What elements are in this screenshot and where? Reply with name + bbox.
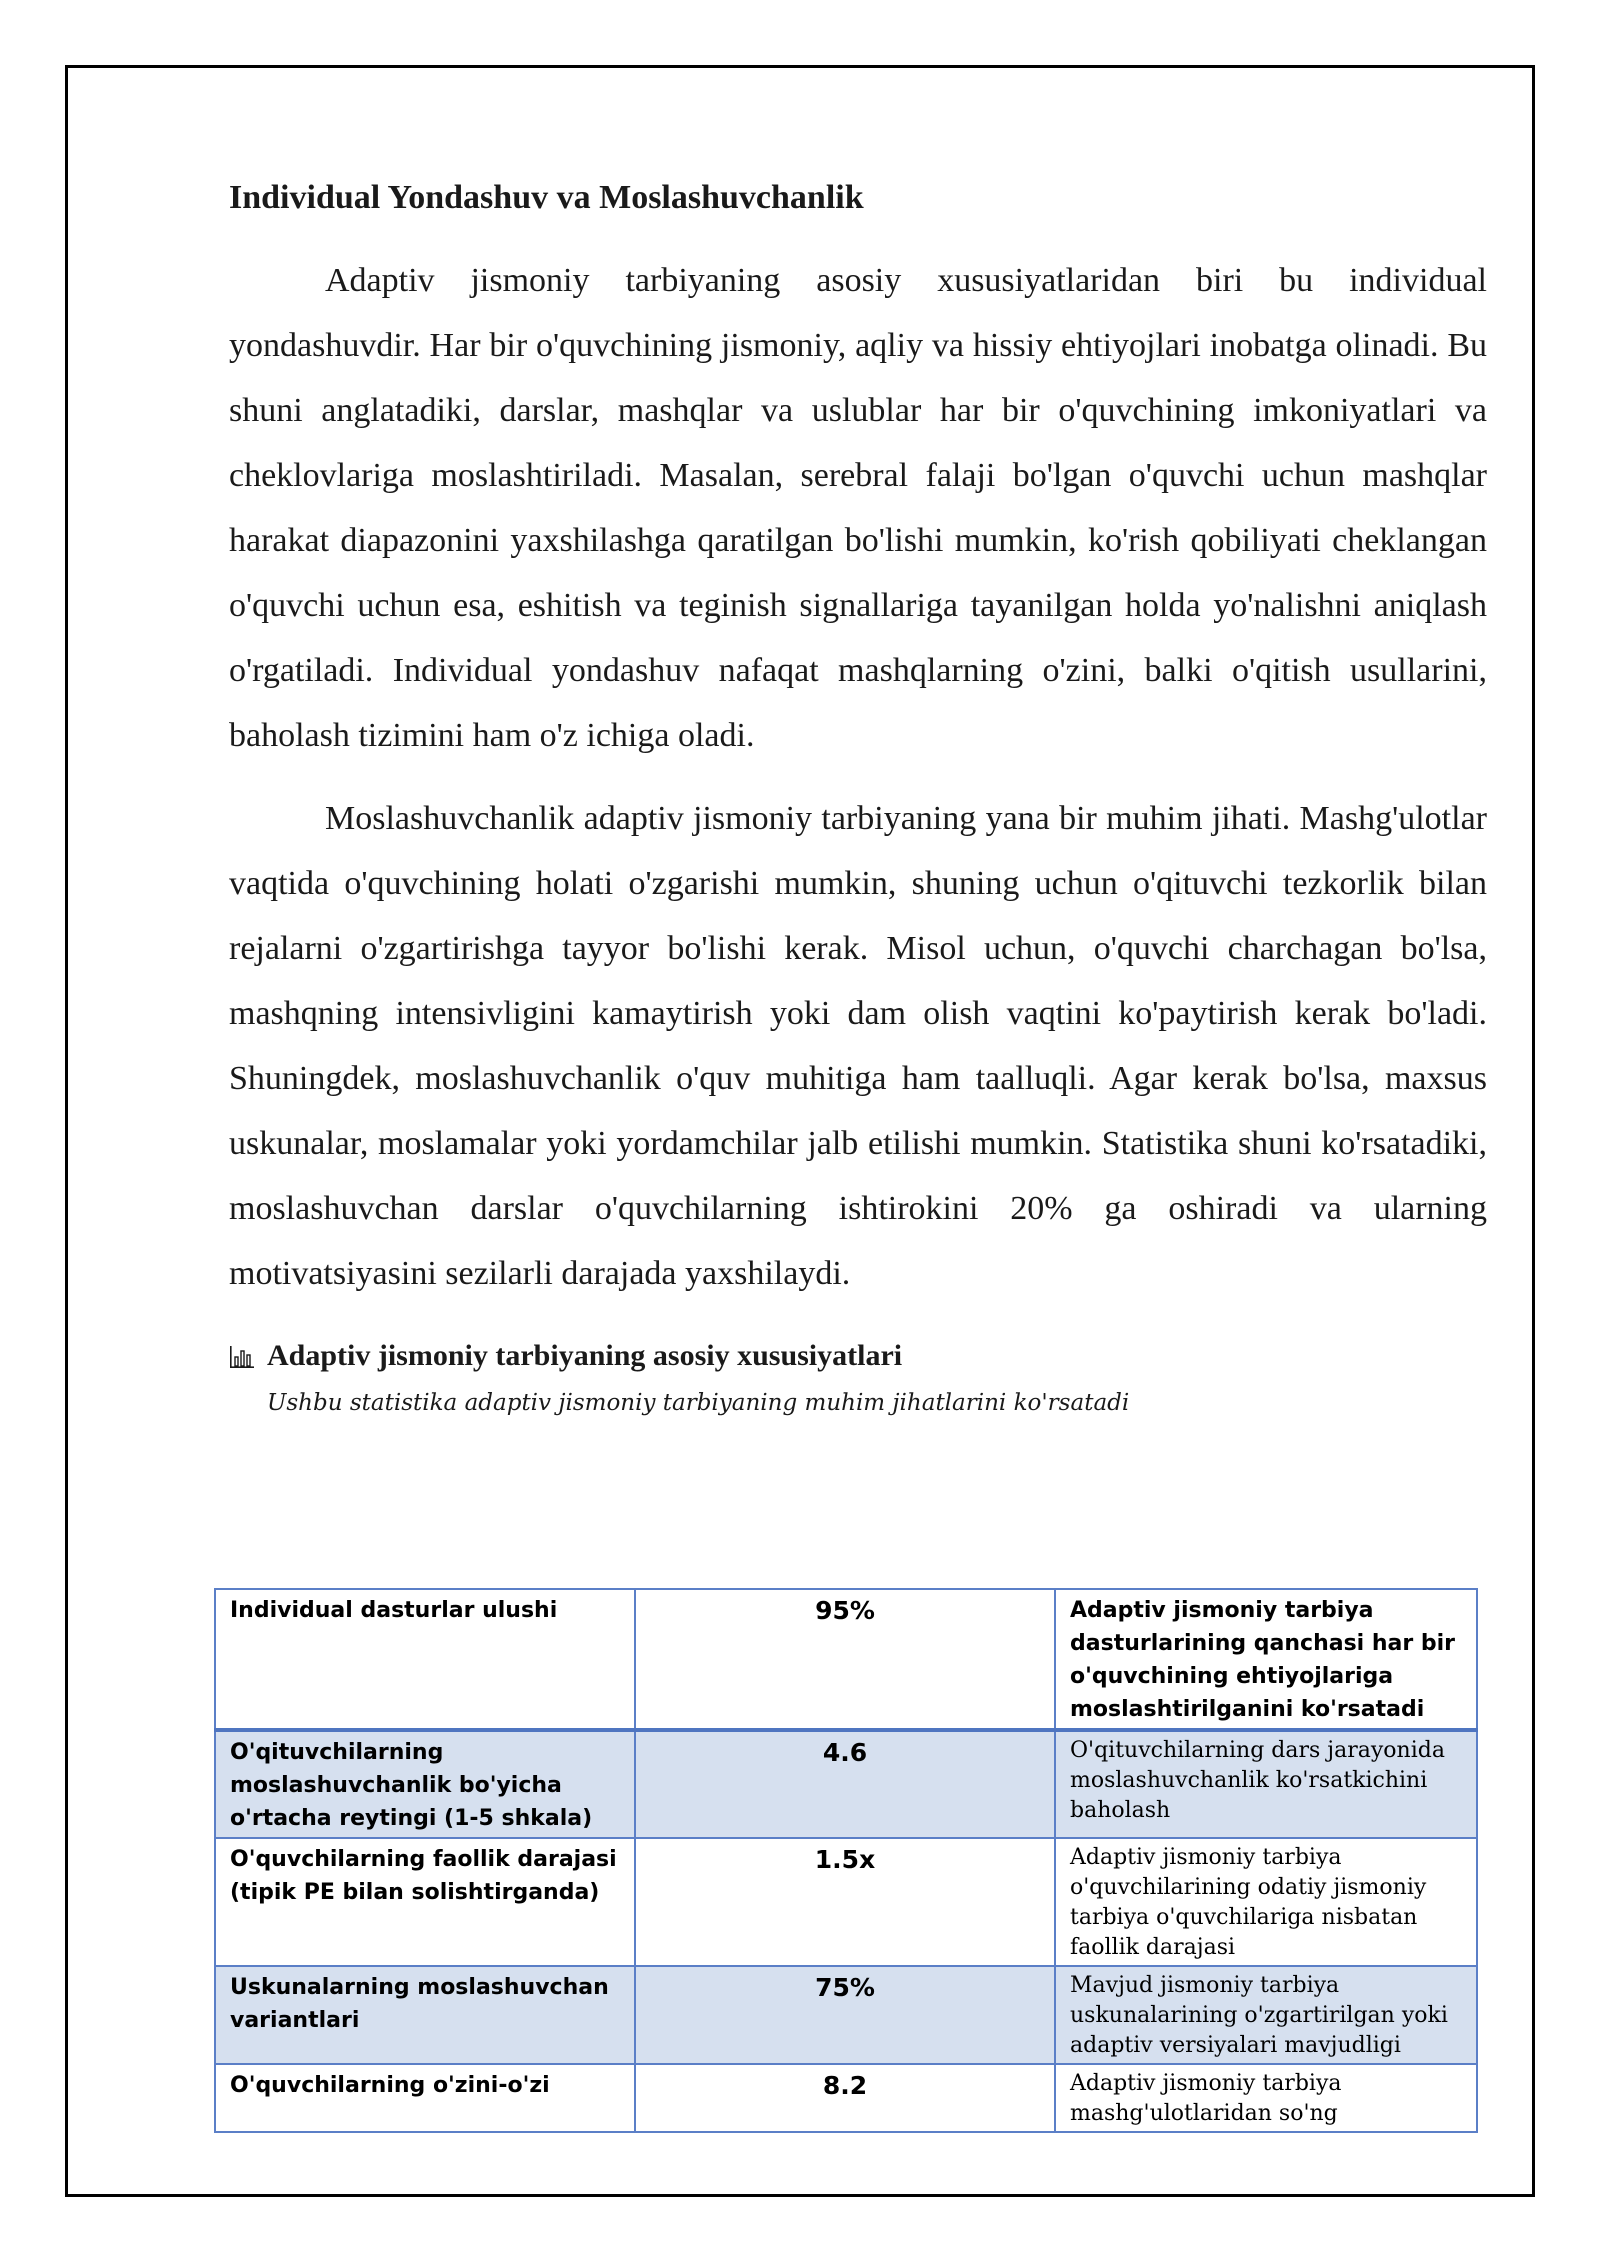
row-value: 75% <box>635 1966 1055 2064</box>
section-heading: Individual Yondashuv va Moslashuvchanlik <box>229 179 864 216</box>
row-value: 1.5x <box>635 1838 1055 1966</box>
row-value: 4.6 <box>635 1730 1055 1838</box>
row-label: Individual dasturlar ulushi <box>215 1589 635 1730</box>
row-description: Adaptiv jismoniy tarbiya dasturlarining qanchasi har bir o'quvchining ehtiyojlariga moslashtirilganini ko'rsatadi <box>1055 1589 1477 1730</box>
table-row <box>215 1966 1477 2064</box>
row-label: O'quvchilarning faollik darajasi (tipik PE bilan solishtirganda) <box>215 1838 635 1966</box>
table-row <box>215 1730 1477 1838</box>
table-row <box>215 2064 1477 2132</box>
stats-subtitle: Ushbu statistika adaptiv jismoniy tarbiyaning muhim jihatlarini ko'rsatadi <box>267 1390 1130 1416</box>
row-description: Adaptiv jismoniy tarbiya mashg'ulotlaridan so'ng <box>1055 2064 1477 2132</box>
stats-title: Adaptiv jismoniy tarbiyaning asosiy xususiyatlari <box>267 1339 903 1372</box>
paragraph-individual-approach: Adaptiv jismoniy tarbiyaning asosiy xususiyatlaridan biri bu individual yondashuvdir. Har bir o'quvchining jismoniy, aqliy va hissiy ehtiyojlari inobatga olinadi. Bu shuni anglatadiki, darslar, mashqlar va uslublar har bir o'quvchining imkoniyatlari va cheklovlariga moslashtiriladi. Masalan, serebral falaji bo'lgan o'quvchi uchun mashqlar harakat diapazonini yaxshilashga qaratilgan bo'lishi mumkin, ko'rish qobiliyati cheklangan o'quvchi uchun esa, eshitish va teginish signallariga tayanilgan holda yo'nalishni aniqlash o'rgatiladi. Individual yondashuv nafaqat mashqlarning o'zini, balki o'qitish usullarini, baholash tizimini ham o'z ichiga oladi. <box>229 262 1487 754</box>
row-description: O'qituvchilarning dars jarayonida moslashuvchanlik ko'rsatkichini baholash <box>1055 1730 1477 1838</box>
row-description: Adaptiv jismoniy tarbiya o'quvchilarining odatiy jismoniy tarbiya o'quvchilariga nisbatan faollik darajasi <box>1055 1838 1477 1966</box>
stats-table <box>214 1588 1478 2133</box>
row-value: 95% <box>635 1589 1055 1730</box>
row-value: 8.2 <box>635 2064 1055 2132</box>
paragraph-flexibility: Moslashuvchanlik adaptiv jismoniy tarbiyaning yana bir muhim jihati. Mashg'ulotlar vaqtida o'quvchining holati o'zgarishi mumkin, shuning uchun o'qituvchi tezkorlik bilan rejalarni o'zgartirishga tayyor bo'lishi kerak. Misol uchun, o'quvchi charchagan bo'lsa, mashqning intensivligini kamaytirish yoki dam olish vaqtini ko'paytirish kerak bo'ladi. Shuningdek, moslashuvchanlik o'quv muhitiga ham taalluqli. Agar kerak bo'lsa, maxsus uskunalar, moslamalar yoki yordamchilar jalb etilishi mumkin. Statistika shuni ko'rsatadiki, moslashuvchan darslar o'quvchilarning ishtirokini 20% ga oshiradi va ularning motivatsiyasini sezilarli darajada yaxshilaydi. <box>229 800 1487 1292</box>
row-label: Uskunalarning moslashuvchan variantlari <box>215 1966 635 2064</box>
bar-chart-icon <box>229 1343 257 1369</box>
row-label: O'qituvchilarning moslashuvchanlik bo'yicha o'rtacha reytingi (1-5 shkala) <box>215 1730 635 1838</box>
document-body <box>229 170 1487 1420</box>
table-row <box>215 1589 1477 1730</box>
row-description: Mavjud jismoniy tarbiya uskunalarining o'zgartirilgan yoki adaptiv versiyalari mavjudligi <box>1055 1966 1477 2064</box>
row-label: O'quvchilarning o'zini-o'zi <box>215 2064 635 2132</box>
stats-heading <box>229 1336 1487 1376</box>
table-row <box>215 1838 1477 1966</box>
